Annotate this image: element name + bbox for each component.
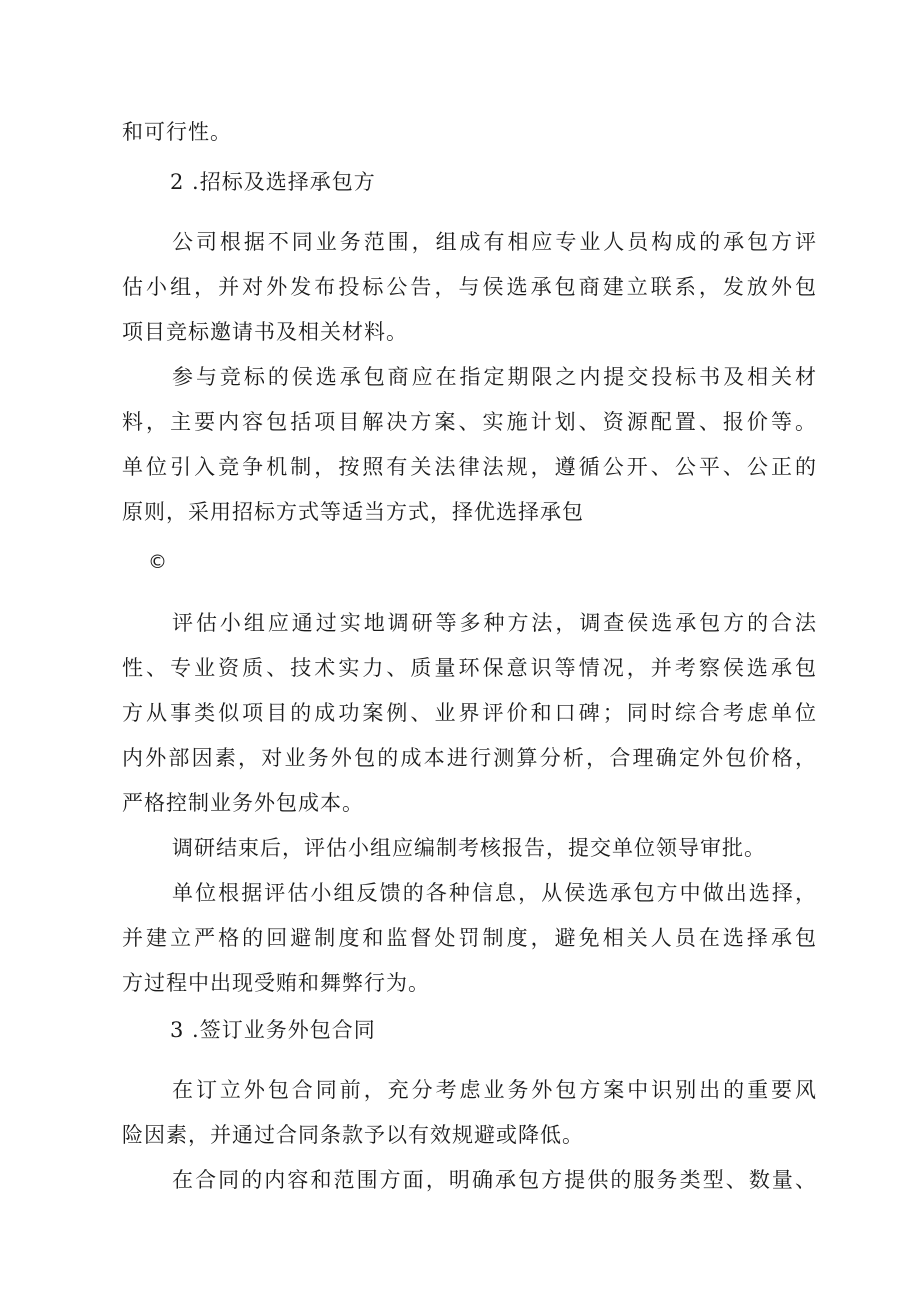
paragraph-line: 料，主要内容包括项目解决方案、实施计划、资源配置、报价等。 bbox=[122, 410, 817, 434]
paragraph-line: 估小组，并对外发布投标公告，与侯选承包商建立联系，发放外包 bbox=[122, 275, 817, 299]
paragraph-line: 性、专业资质、技术实力、质量环保意识等情况，并考察侯选承包 bbox=[122, 656, 817, 680]
paragraph-line: 单位引入竞争机制，按照有关法律法规，遵循公开、公平、公正的 bbox=[122, 455, 817, 479]
paragraph-line: 险因素，并通过合同条款予以有效规避或降低。 bbox=[122, 1123, 584, 1147]
paragraph-line: 单位根据评估小组反馈的各种信息，从侯选承包方中做出选择， bbox=[172, 881, 817, 905]
paragraph-line: 公司根据不同业务范围，组成有相应专业人员构成的承包方评 bbox=[172, 230, 817, 254]
paragraph-line: 评估小组应通过实地调研等多种方法，调查侯选承包方的合法 bbox=[172, 611, 817, 635]
section-heading: 2 .招标及选择承包方 bbox=[170, 170, 376, 194]
section-heading: 3 .签订业务外包合同 bbox=[170, 1018, 376, 1042]
paragraph-line: 调研结束后，评估小组应编制考核报告，提交单位领导审批。 bbox=[172, 836, 766, 860]
paragraph-line: 和可行性。 bbox=[122, 120, 232, 144]
paragraph-line: 方从事类似项目的成功案例、业界评价和口碑；同时综合考虑单位 bbox=[122, 701, 817, 725]
paragraph-line: 内外部因素，对业务外包的成本进行测算分析，合理确定外包价格， bbox=[122, 746, 817, 770]
paragraph-line: 在合同的内容和范围方面，明确承包方提供的服务类型、数量、 bbox=[172, 1168, 817, 1192]
copyright-symbol: © bbox=[148, 551, 167, 573]
paragraph-line: 严格控制业务外包成本。 bbox=[122, 791, 364, 815]
paragraph-line: 方过程中出现受贿和舞弊行为。 bbox=[122, 971, 430, 995]
paragraph-line: 参与竞标的侯选承包商应在指定期限之内提交投标书及相关材 bbox=[172, 365, 817, 389]
paragraph-line: 原则，采用招标方式等适当方式，择优选择承包 bbox=[122, 500, 584, 524]
paragraph-line: 项目竞标邀请书及相关材料。 bbox=[122, 320, 408, 344]
paragraph-line: 在订立外包合同前，充分考虑业务外包方案中识别出的重要风 bbox=[172, 1078, 817, 1102]
paragraph-line: 并建立严格的回避制度和监督处罚制度，避免相关人员在选择承包 bbox=[122, 926, 817, 950]
